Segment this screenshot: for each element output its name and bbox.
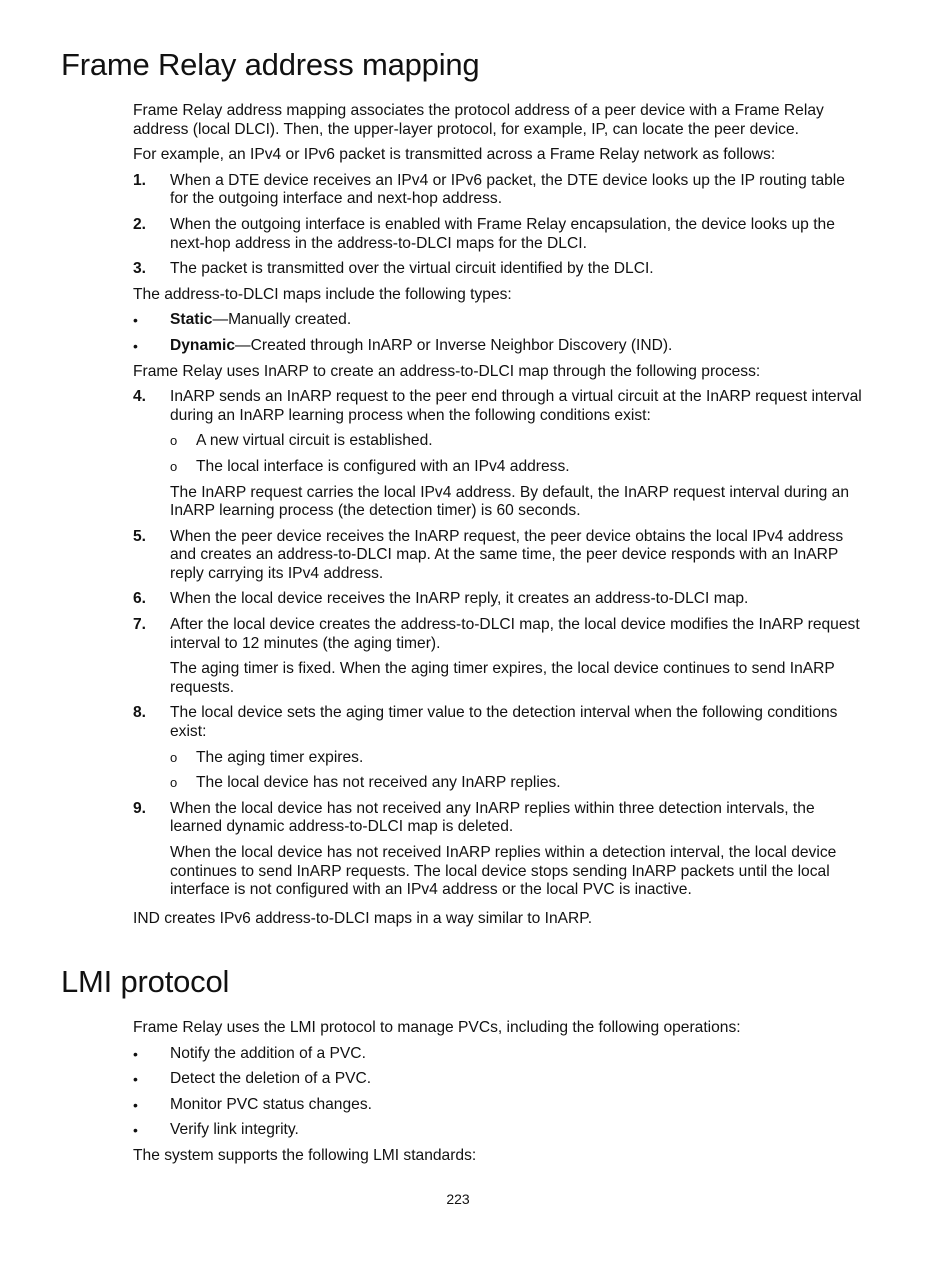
step-note: The InARP request carries the local IPv4 address. By default, the InARP request interval during an InARP learning process (the detection timer) is 60 seconds. [170, 483, 849, 520]
sub-item-text: The aging timer expires. [196, 748, 364, 766]
list-item [133, 216, 863, 253]
sub-bullet: o [170, 433, 178, 449]
example-paragraph: For example, an IPv4 or IPv6 packet is transmitted across a Frame Relay network as follows: [133, 146, 776, 164]
intro-paragraph: Frame Relay address mapping associates the protocol address of a peer device with a Frame Relay address (local DLCI). Then, the upper-layer protocol, for example, IP, can locate the peer device. [133, 102, 824, 138]
bullet: • [133, 1122, 138, 1139]
list-item [133, 1045, 863, 1064]
sub-bullet: o [170, 775, 178, 791]
operation-text: Notify the addition of a PVC. [170, 1044, 366, 1062]
list-item [133, 172, 863, 209]
step-number: 9. [133, 799, 147, 817]
bullet: • [133, 337, 138, 354]
bullet: • [133, 312, 138, 329]
bullet: • [133, 1071, 138, 1088]
step-number: 6. [133, 590, 147, 608]
list-item [133, 388, 863, 425]
step-number: 8. [133, 704, 147, 722]
sub-item-text: The local interface is configured with an IPv4 address. [196, 457, 570, 475]
list-item [133, 1070, 863, 1089]
list-item [133, 337, 863, 356]
operation-text: Detect the deletion of a PVC. [170, 1070, 372, 1088]
step-text: When the local device receives the InARP reply, it creates an address-to-DLCI map. [170, 590, 749, 608]
bullet: • [133, 1045, 138, 1062]
term-description: —Manually created. [212, 311, 352, 329]
list-item [133, 590, 863, 609]
step-text: When a DTE device receives an IPv4 or IPv6 packet, the DTE device looks up the IP routing table for the outgoing interface and next-hop address. [170, 171, 845, 208]
section-body-lmi [133, 1019, 863, 1173]
sub-list-item [133, 432, 863, 451]
list-item [133, 616, 863, 653]
section-heading-frame-relay-address-mapping: Frame Relay address mapping [61, 47, 480, 82]
step-number: 3. [133, 260, 147, 278]
ind-paragraph: IND creates IPv6 address-to-DLCI maps in a way similar to InARP. [133, 909, 593, 927]
step-number: 1. [133, 171, 147, 189]
step-text: When the peer device receives the InARP request, the peer device obtains the local IPv4 address and creates an address-to-DLCI map. At the same time, the peer device responds with an InARP reply carrying its IPv4 address. [170, 527, 844, 582]
sub-list-item [133, 774, 863, 793]
step-number: 5. [133, 527, 147, 545]
step-note: The aging timer is fixed. When the aging timer expires, the local device continues to send InARP requests. [170, 660, 835, 696]
sub-list-item [133, 458, 863, 477]
section-body-address-mapping [133, 102, 863, 935]
term-static: Static [170, 311, 213, 329]
step-text: After the local device creates the address-to-DLCI map, the local device modifies the InARP request interval to 12 minutes (the aging timer). [170, 616, 860, 652]
term-dynamic: Dynamic [170, 336, 236, 354]
list-item [133, 1121, 863, 1140]
bullet: • [133, 1096, 138, 1113]
operation-text: Verify link integrity. [170, 1121, 299, 1139]
list-item [133, 311, 863, 330]
sub-list-item [133, 749, 863, 768]
types-intro-paragraph: The address-to-DLCI maps include the following types: [133, 285, 512, 303]
term-description: —Created through InARP or Inverse Neighbor Discovery (IND). [235, 336, 673, 354]
step-note: When the local device has not received InARP replies within a detection interval, the local device continues to send InARP requests. The local device stops sending InARP packets until the local interface is not configured with an IPv4 address or the local PVC is inactive. [170, 844, 837, 899]
lmi-intro-paragraph: Frame Relay uses the LMI protocol to manage PVCs, including the following operations: [133, 1019, 741, 1036]
page-number: 223 [446, 1191, 470, 1207]
sub-bullet: o [170, 458, 178, 474]
step-text: When the local device has not received any InARP replies within three detection intervals, the learned dynamic address-to-DLCI map is deleted. [170, 799, 815, 836]
operation-text: Monitor PVC status changes. [170, 1095, 372, 1113]
step-text: When the outgoing interface is enabled with Frame Relay encapsulation, the device looks up the next-hop address in the address-to-DLCI maps for the DLCI. [170, 215, 835, 252]
standards-intro-paragraph: The system supports the following LMI standards: [133, 1146, 477, 1164]
step-number: 7. [133, 616, 147, 634]
process-intro-paragraph: Frame Relay uses InARP to create an address-to-DLCI map through the following process: [133, 362, 761, 380]
list-item [133, 704, 863, 741]
step-text: The local device sets the aging timer value to the detection interval when the following conditions exist: [170, 704, 838, 741]
step-text: The packet is transmitted over the virtual circuit identified by the DLCI. [170, 260, 654, 278]
list-item [133, 1096, 863, 1115]
list-item [133, 528, 863, 584]
section-heading-lmi-protocol: LMI protocol [61, 964, 230, 999]
list-item [133, 800, 863, 837]
step-number: 2. [133, 215, 147, 233]
list-item [133, 260, 863, 279]
step-text: InARP sends an InARP request to the peer end through a virtual circuit at the InARP request interval during an InARP learning process when the following conditions exist: [170, 388, 862, 424]
sub-item-text: A new virtual circuit is established. [196, 432, 433, 450]
sub-item-text: The local device has not received any InARP replies. [196, 774, 561, 792]
step-number: 4. [133, 388, 147, 406]
sub-bullet: o [170, 749, 178, 765]
